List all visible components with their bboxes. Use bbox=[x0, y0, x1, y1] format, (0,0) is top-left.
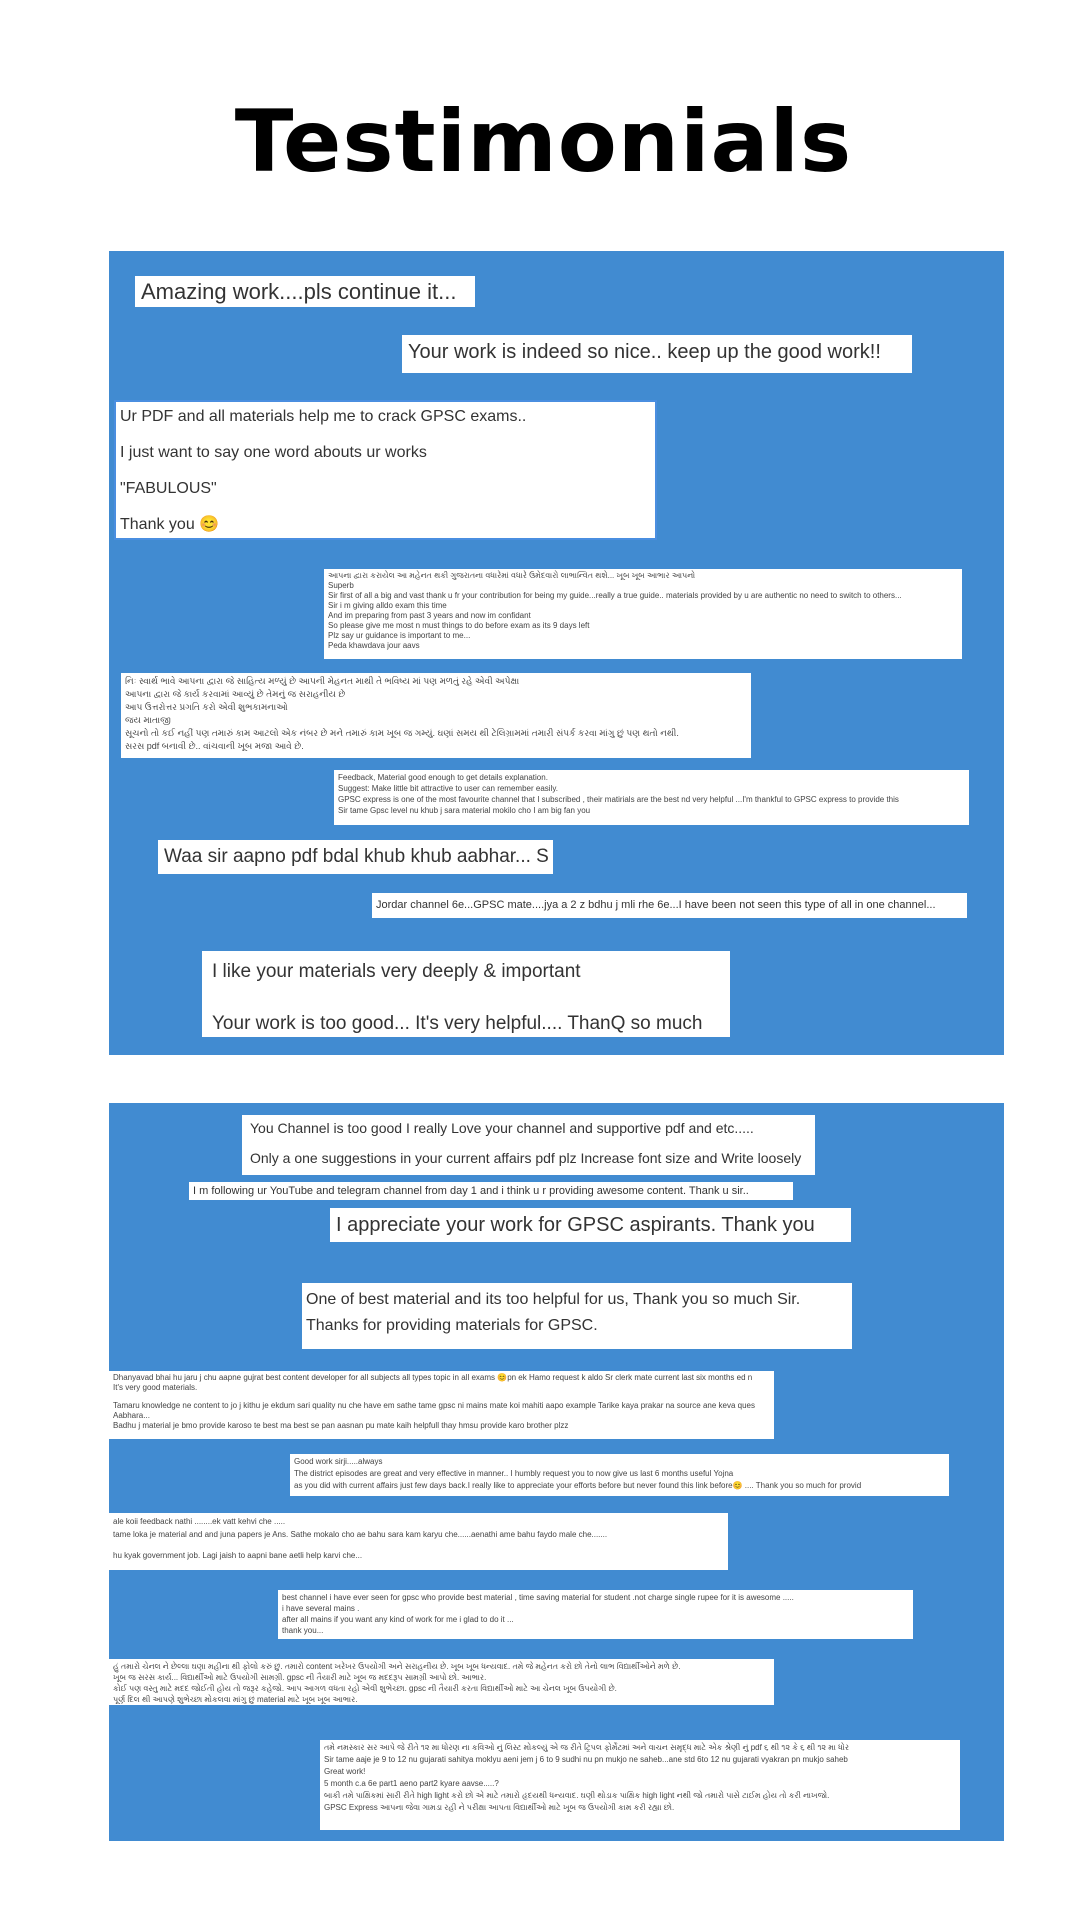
testimonial-text: "FABULOUS" bbox=[120, 480, 217, 497]
testimonial-text: Your work is too good... It's very helpful.... ThanQ so much bbox=[212, 1013, 703, 1034]
testimonial-text: So please give me most n must things to do before exam as its 9 days left bbox=[328, 621, 590, 630]
testimonial-text: GPSC Express આપના જેવા ગામડા રહી ને પરીક્ષા આપતા વિદ્યાર્થીઓ માટે ખૂબ જ ઉપયોગી કામ કરી રહ્યા છો. bbox=[324, 1803, 675, 1812]
testimonial-text: Sir tame Gpsc level nu khub j sara material mokilo cho I am big fan you bbox=[338, 806, 591, 815]
testimonial-text: i have several mains . bbox=[282, 1604, 360, 1613]
testimonial-text: આપના દ્વારા જે કાર્ય કરવામાં આવ્યું છે તેમનું જ સરાહનીય છે bbox=[125, 689, 346, 699]
testimonial-card bbox=[372, 893, 967, 918]
testimonial-card bbox=[202, 951, 730, 1037]
testimonial-text: Badhu j material je bmo provide karoso te best ma best se pan aasnan pu mate kaih helpfull thay hmsu provide karo brother plzz bbox=[113, 1421, 569, 1430]
testimonial-text: Dhanyavad bhai hu jaru j chu aapne gujrat best content developer for all subjects all types topic in all exams 😊pn ek Hamo request k aldo Sr clerk mate current last six months ed n bbox=[113, 1373, 753, 1382]
testimonial-text: GPSC express is one of the most favourite channel that I subscribed , their matirials are the best nd very helpful ...I'm thankful to GPSC express to provide this bbox=[338, 795, 899, 804]
testimonial-text: હું તમારો ચેનલ ને છેલ્લા ઘણા મહીના થી ફોલો કરું છું. તમારો content ખરેખર ઉપયોગી અને સરાહનીય છે. ખૂબ ખૂબ ધન્યવાદ. તમે જે મહેનત કરો છો તેનો લાભ વિદ્યાર્થીઓને મળે છે. bbox=[113, 1662, 681, 1671]
testimonial-card bbox=[334, 770, 969, 825]
testimonial-text: I appreciate your work for GPSC aspirants. Thank you bbox=[336, 1214, 815, 1236]
testimonial-text: tame loka je material and and juna papers je Ans. Sathe mokalo cho ae bahu sara kam karyu che......aenathi ame bahu faydo male che....... bbox=[113, 1530, 608, 1539]
page-title: Testimonials bbox=[234, 92, 853, 192]
testimonial-text: ale koii feedback nathi ........ek vatt kehvi che ..... bbox=[113, 1517, 286, 1526]
testimonial-text: Ur PDF and all materials help me to crack GPSC exams.. bbox=[120, 408, 527, 425]
testimonial-text: You Channel is too good I really Love your channel and supportive pdf and etc..... bbox=[250, 1120, 754, 1136]
testimonial-card bbox=[290, 1454, 949, 1496]
testimonial-card bbox=[189, 1182, 793, 1200]
testimonial-text: The district episodes are great and very effective in manner.. I humbly request you to now give us last 6 months useful Yojna bbox=[294, 1469, 734, 1478]
testimonial-card bbox=[402, 335, 912, 373]
testimonial-text: Sir tame aaje je 9 to 12 nu gujarati sahitya moklyu aeni jem j 6 to 9 sudhi nu pn mukjo ne saheb...ane std 6to 12 nu gujarati vyakran pn mukjo saheb bbox=[324, 1755, 848, 1764]
testimonial-text: after all mains if you want any kind of work for me i glad to do it ... bbox=[282, 1615, 514, 1624]
testimonial-text: Your work is indeed so nice.. keep up the good work!! bbox=[408, 341, 881, 363]
testimonial-text: બાકી તમે પાક્ષિકમાં સારી રીતે high light કરો છો એ માટે તમારો હૃદયથી ધન્યવાદ. ઘણી થોડાક પાક્ષિક high light નથી જો તમારો પાસે ટાઈમ હોય તો કરી નાખજો. bbox=[324, 1791, 830, 1800]
testimonial-text: best channel i have ever seen for gpsc who provide best material , time saving material for student .not charge single rupee for it is awesome ..... bbox=[282, 1593, 794, 1602]
testimonial-card bbox=[158, 840, 553, 874]
testimonial-text: Superb bbox=[328, 581, 354, 590]
testimonial-text: Sir i m giving alldo exam this time bbox=[328, 601, 447, 610]
testimonial-text: Peda khawdava jour aavs bbox=[328, 641, 420, 650]
testimonial-text: ખૂબ જ સરસ કાર્ય... વિદ્યાર્થીઓ માટે ઉપયોગી સામગ્રી. gpsc ની તૈયારી માટે ખૂબ જ મદદરૂપ સામગ્રી આપો છો. આભાર. bbox=[113, 1673, 487, 1682]
testimonial-text: I just want to say one word abouts ur works bbox=[120, 444, 427, 461]
testimonial-card bbox=[109, 1659, 774, 1705]
testimonial-text: નિઃ સ્વાર્થ ભાવે આપના દ્વારા જે સાહિત્ય મળ્યું છે આપની મેહનત માથી તે ભવિષ્ય માં પણ મળતું રહે એવી અપેક્ષા bbox=[125, 676, 520, 686]
testimonial-card bbox=[330, 1208, 851, 1242]
testimonial-text: તમે નમસ્કાર સર આપે જે રીતે ૧૨ મા ધોરણ ના કવિઓ નું લિસ્ટ મોકલ્યું એ જ રીતે ટ્રિપલ ફોર્મેટમાં અને વાચન સમૃદ્ધ માટે એક શ્રેણી નું pdf ૬ થી ૧૨ કે ૬ થી ૧૨ મા ધોર bbox=[324, 1743, 850, 1752]
testimonial-text: Aabhara... bbox=[113, 1411, 150, 1420]
testimonial-card bbox=[109, 1371, 774, 1439]
testimonial-text: Suggest: Make little bit attractive to user can remember easily. bbox=[338, 784, 558, 793]
testimonial-text: Amazing work....pls continue it... bbox=[141, 279, 457, 304]
testimonial-text: Tamaru knowledge ne content to jo j kithu je ekdum sari quality nu che have em sathe tame gpsc ni mains mate koi mahiti aapo example Tarike kaya prakar na source ane keva ques bbox=[113, 1401, 755, 1410]
testimonials-panel-1 bbox=[109, 251, 1004, 1055]
testimonial-card bbox=[114, 400, 657, 540]
testimonial-text: And im preparing from past 3 years and now im confidant bbox=[328, 611, 531, 620]
testimonial-text: પૂર્ણ દિલ થી આપણે શુભેચ્છા મોકલવા માંગુ છું material માટે ખૂબ ખૂબ આભાર. bbox=[113, 1695, 358, 1704]
testimonial-card bbox=[135, 276, 475, 307]
testimonial-text: Only a one suggestions in your current affairs pdf plz Increase font size and Write loosely bbox=[250, 1150, 802, 1166]
testimonial-text: I m following ur YouTube and telegram channel from day 1 and i think u r providing awesome content. Thank u sir.. bbox=[193, 1185, 749, 1197]
testimonial-text: Great work! bbox=[324, 1767, 366, 1776]
testimonial-text: Jordar channel 6e...GPSC mate....jya a 2 z bdhu j mli rhe 6e...I have been not seen this type of all in one channel... bbox=[376, 899, 936, 911]
testimonial-text: Good work sirji.....always bbox=[294, 1457, 383, 1466]
testimonial-text: Feedback, Material good enough to get details explanation. bbox=[338, 773, 548, 782]
testimonial-text: કોઈ પણ વસ્તુ માટે મદદ જોઈતી હોય તો જરૂર કહેજો. આપ આગળ વધતા રહો એવી શુભેચ્છા. gpsc ની તૈયારી કરતા વિદ્યાર્થીઓ માટે આ ચેનલ ખૂબ ઉપયોગી છે. bbox=[113, 1684, 617, 1693]
testimonial-text: hu kyak government job. Lagi jaish to aapni bane aetli help karvi che... bbox=[113, 1551, 363, 1560]
testimonial-text: સૂચનો તો કઈ નહીં પણ તમારું કામ આટલો એક નંબર છે મને તમારું કામ ખૂબ જ ગમ્યું. ઘણાં સમય થી ટેલિગ્રામમાં તમારી સંપર્ક કરવા માંગુ છું પણ થતો નથી. bbox=[125, 728, 679, 738]
testimonial-text: Thank you 😊 bbox=[120, 516, 220, 533]
testimonial-card bbox=[121, 673, 751, 758]
testimonial-text: આપ ઉત્તરોત્તર પ્રગતિ કરો એવી શુભકામનાઓ bbox=[125, 702, 288, 712]
testimonial-text: 5 month c.a 6e part1 aeno part2 kyare aavse.....? bbox=[324, 1779, 499, 1788]
testimonial-text: Thanks for providing materials for GPSC. bbox=[306, 1317, 598, 1334]
testimonial-card bbox=[324, 569, 962, 659]
testimonial-text: as you did with current affairs just few days back.I really like to appreciate your efforts before but never found this link before😊 .... Thank you so much for provid bbox=[294, 1481, 862, 1490]
testimonial-text: જય માતાજી bbox=[125, 715, 171, 725]
testimonial-text: Sir first of all a big and vast thank u fr your contribution for being my guide...really a true guide.. materials provided by u are authentic no need to switch to others... bbox=[328, 591, 902, 600]
testimonial-text: Waa sir aapno pdf bdal khub khub aabhar... S bbox=[164, 846, 549, 867]
testimonial-text: આપના દ્વારા કરાયેલ આ મહેનત થકી ગુજરાતના વધારેમાં વધારે ઉમેદવારો લાભાન્વિત થશે... ખૂબ ખૂબ આભાર આપનો bbox=[328, 571, 696, 580]
testimonial-text: I like your materials very deeply & important bbox=[212, 961, 581, 982]
testimonial-text: સરસ pdf બનાવી છે.. વાંચવાની ખૂબ મજા આવે છે. bbox=[125, 741, 304, 751]
testimonial-text: It's very good materials. bbox=[113, 1383, 198, 1392]
testimonial-text: One of best material and its too helpful for us, Thank you so much Sir. bbox=[306, 1291, 801, 1308]
testimonial-card bbox=[278, 1590, 913, 1639]
testimonials-panel-2 bbox=[109, 1103, 1004, 1841]
testimonial-card bbox=[302, 1283, 852, 1349]
testimonial-text: Plz say ur guidance is important to me... bbox=[328, 631, 471, 640]
testimonial-text: thank you... bbox=[282, 1626, 324, 1635]
testimonial-card bbox=[320, 1740, 960, 1830]
testimonial-card bbox=[242, 1115, 815, 1175]
testimonial-card bbox=[109, 1513, 728, 1570]
